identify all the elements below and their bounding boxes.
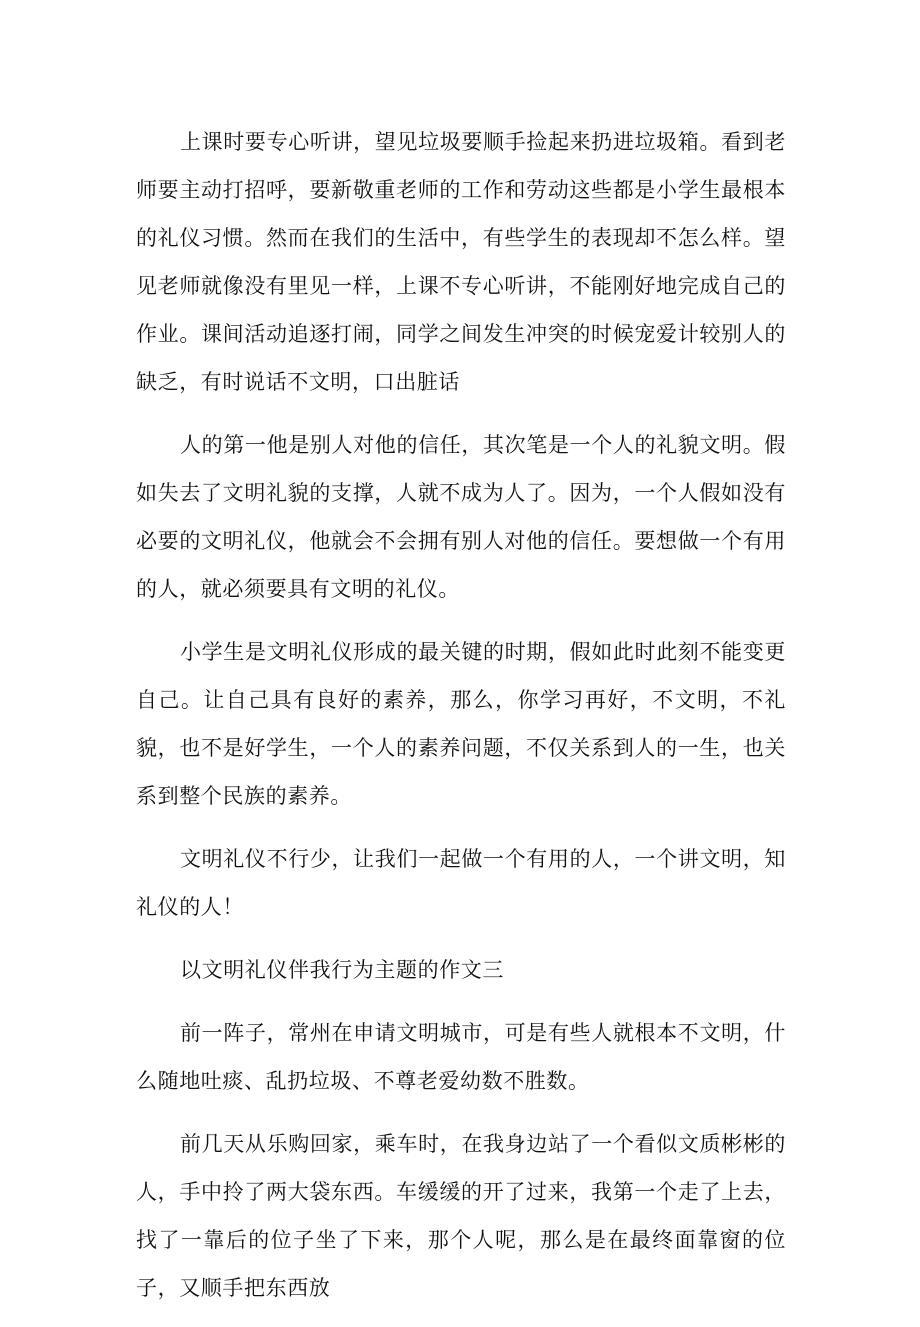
paragraph-6: 前几天从乐购回家，乘车时，在我身边站了一个看似文质彬彬的人，手中拎了两大袋东西。车缓缓的开了过来，我第一个走了上去，找了一靠后的位子坐了下来，那个人呢，那么是在最终面靠窗的位子，又顺手把东西放 bbox=[136, 1132, 786, 1300]
paragraph-2: 人的第一他是别人对他的信任，其次笔是一个人的礼貌文明。假如失去了文明礼貌的支撑，人就不成为人了。因为，一个人假如没有必要的文明礼仪，他就会不会拥有别人对他的信任。要想做一个有用的人，就必须要具有文明的礼仪。 bbox=[136, 433, 786, 601]
section-title: 以文明礼仪伴我行为主题的作文三 bbox=[180, 958, 504, 982]
paragraph-1: 上课时要专心听讲，望见垃圾要顺手捡起来扔进垃圾箱。看到老师要主动打招呼，要新敬重老师的工作和劳动这些都是小学生最根本的礼仪习惯。然而在我们的生活中，有些学生的表现却不怎么样。望见老师就像没有里见一样，上课不专心听讲，不能刚好地完成自己的作业。课间活动追逐打闹，同学之间发生冲突的时候宠爱计较别人的缺乏，有时说话不文明，口出脏话 bbox=[136, 130, 786, 394]
document-body bbox=[136, 118, 786, 1327]
paragraph-4: 文明礼仪不行少，让我们一起做一个有用的人，一个讲文明，知礼仪的人！ bbox=[136, 847, 786, 919]
paragraph-3: 小学生是文明礼仪形成的最关键的时期，假如此时此刻不能变更自己。让自己具有良好的素养，那么，你学习再好，不文明，不礼貌，也不是好学生，一个人的素养问题，不仅关系到人的一生，也关系到整个民族的素养。 bbox=[136, 640, 786, 808]
paragraph-5: 前一阵子，常州在申请文明城市，可是有些人就根本不文明，什么随地吐痰、乱扔垃圾、不尊老爱幼数不胜数。 bbox=[136, 1021, 786, 1093]
